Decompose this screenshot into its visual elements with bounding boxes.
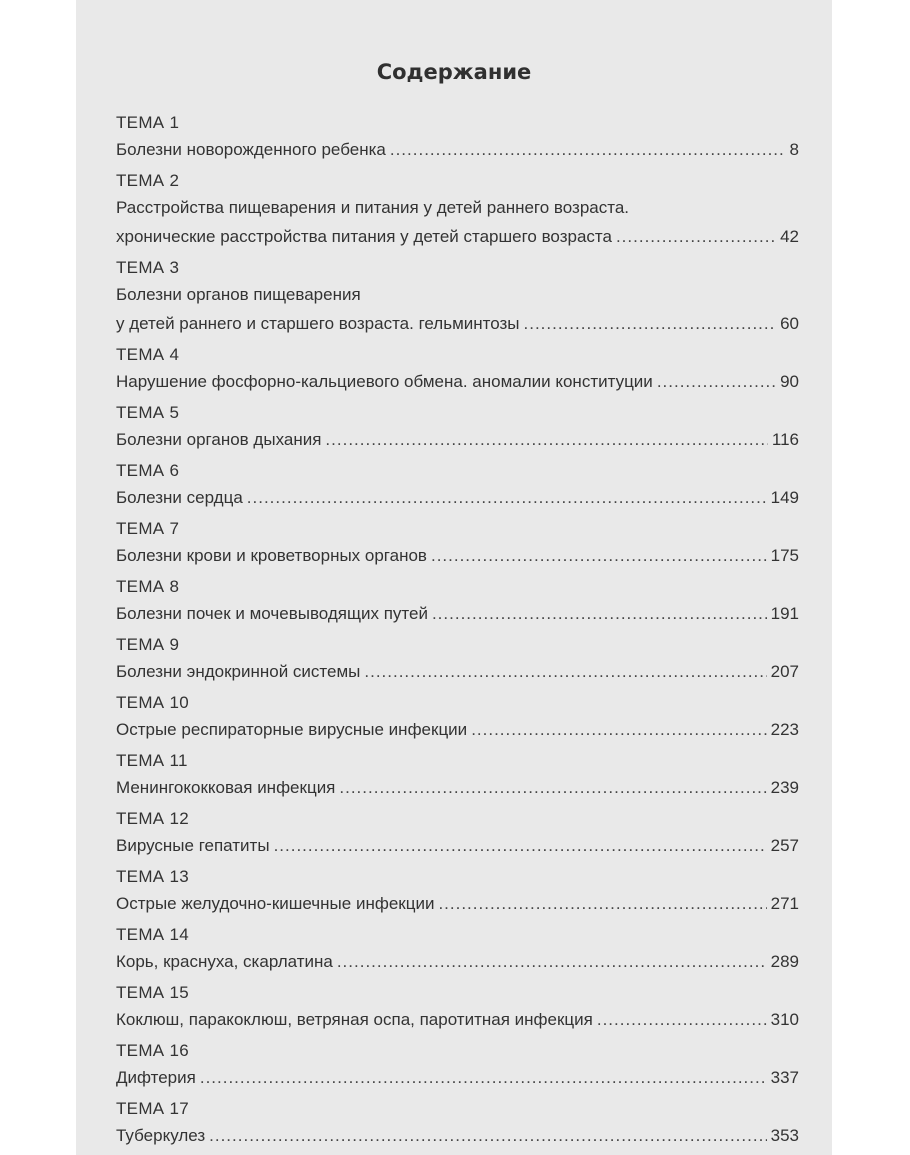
toc-entry [116, 1096, 799, 1150]
dot-leader [247, 483, 767, 512]
toc-entry [116, 864, 799, 918]
topic-title: Корь, краснуха, скарлатина [116, 952, 333, 971]
dot-leader [438, 889, 766, 918]
topic-title: Вирусные гепатиты [116, 836, 270, 855]
topic-title: Болезни сердца [116, 488, 243, 507]
page-number: 90 [780, 372, 799, 391]
dot-leader [339, 773, 766, 802]
topic-heading: ТЕМА 17 [116, 1099, 189, 1118]
toc-row [116, 367, 799, 396]
topic-title: Болезни эндокринной системы [116, 662, 361, 681]
toc-entry [116, 168, 799, 251]
toc-row [116, 599, 799, 628]
toc-row [116, 889, 799, 918]
toc-row [116, 1063, 799, 1092]
page-number: 310 [770, 1010, 799, 1029]
topic-heading: ТЕМА 10 [116, 693, 189, 712]
topic-title: Менингококковая инфекция [116, 778, 336, 797]
topic-heading: ТЕМА 14 [116, 925, 189, 944]
topic-heading: ТЕМА 4 [116, 345, 180, 364]
page-number: 175 [770, 546, 799, 565]
dot-leader [325, 425, 767, 454]
dot-leader [337, 947, 767, 976]
page-number: 116 [771, 430, 799, 449]
toc-row [116, 715, 799, 744]
toc-entry [116, 400, 799, 454]
toc-row [116, 309, 799, 338]
topic-heading: ТЕМА 11 [116, 751, 188, 770]
topic-heading: ТЕМА 7 [116, 519, 180, 538]
topic-heading: ТЕМА 13 [116, 867, 189, 886]
dot-leader [209, 1121, 766, 1150]
dot-leader [390, 135, 786, 164]
dot-leader [431, 541, 767, 570]
toc-entry [116, 690, 799, 744]
page-number: 239 [770, 778, 799, 797]
topic-heading: ТЕМА 12 [116, 809, 189, 828]
topic-heading: ТЕМА 9 [116, 635, 180, 654]
toc-entry [116, 255, 799, 338]
topic-heading: ТЕМА 2 [116, 171, 180, 190]
toc-row [116, 425, 799, 454]
toc-row [116, 1005, 799, 1034]
topic-heading: ТЕМА 5 [116, 403, 180, 422]
topic-title: хронические расстройства питания у детей старшего возраста [116, 227, 612, 246]
dot-leader [364, 657, 766, 686]
toc-row [116, 947, 799, 976]
toc-entry [116, 574, 799, 628]
dot-leader [616, 222, 776, 251]
dot-leader [471, 715, 766, 744]
topic-title: Болезни органов дыхания [116, 430, 322, 449]
toc-entry [116, 806, 799, 860]
page-number: 149 [770, 488, 799, 507]
page-number: 257 [770, 836, 799, 855]
dot-leader [432, 599, 767, 628]
page-number: 191 [770, 604, 799, 623]
toc-entry [116, 922, 799, 976]
topic-title-line: Расстройства пищеварения и питания у детей раннего возраста. [116, 198, 630, 217]
dot-leader [597, 1005, 767, 1034]
toc-entry [116, 516, 799, 570]
toc-row [116, 1121, 799, 1150]
toc-row [116, 541, 799, 570]
topic-heading: ТЕМА 1 [116, 113, 180, 132]
table-of-contents [116, 110, 799, 1154]
dot-leader [657, 367, 776, 396]
topic-title: Острые респираторные вирусные инфекции [116, 720, 468, 739]
topic-title: Коклюш, паракоклюш, ветряная оспа, паротитная инфекция [116, 1010, 593, 1029]
topic-heading: ТЕМА 16 [116, 1041, 189, 1060]
page-title: Содержание [376, 60, 532, 84]
topic-title: Болезни новорожденного ребенка [116, 140, 386, 159]
page-number: 337 [770, 1068, 799, 1087]
topic-title: Нарушение фосфорно-кальциевого обмена. аномалии конституции [116, 372, 653, 391]
toc-entry [116, 110, 799, 164]
toc-entry [116, 458, 799, 512]
toc-row [116, 483, 799, 512]
page-number: 42 [780, 227, 799, 246]
toc-row [116, 773, 799, 802]
topic-title: Туберкулез [116, 1126, 206, 1145]
toc-entry [116, 342, 799, 396]
topic-title: Болезни почек и мочевыводящих путей [116, 604, 428, 623]
dot-leader [274, 831, 767, 860]
toc-entry [116, 1038, 799, 1092]
topic-heading: ТЕМА 8 [116, 577, 180, 596]
page-number: 271 [770, 894, 799, 913]
page-number: 8 [789, 140, 799, 159]
topic-title: Болезни крови и кроветворных органов [116, 546, 427, 565]
topic-title: у детей раннего и старшего возраста. гельминтозы [116, 314, 520, 333]
page-number: 207 [770, 662, 799, 681]
toc-row [116, 222, 799, 251]
toc-row [116, 135, 799, 164]
toc-row [116, 657, 799, 686]
page-number: 60 [780, 314, 799, 333]
toc-entry [116, 632, 799, 686]
dot-leader [524, 309, 777, 338]
page-number: 353 [770, 1126, 799, 1145]
topic-heading: ТЕМА 6 [116, 461, 180, 480]
topic-title-line: Болезни органов пищеварения [116, 285, 361, 304]
toc-entry [116, 748, 799, 802]
topic-title: Острые желудочно-кишечные инфекции [116, 894, 435, 913]
topic-heading: ТЕМА 3 [116, 258, 180, 277]
dot-leader [200, 1063, 767, 1092]
document-page [76, 0, 832, 1155]
topic-title: Дифтерия [116, 1068, 196, 1087]
page-number: 289 [770, 952, 799, 971]
topic-heading: ТЕМА 15 [116, 983, 189, 1002]
toc-row [116, 831, 799, 860]
page-number: 223 [770, 720, 799, 739]
toc-entry [116, 980, 799, 1034]
